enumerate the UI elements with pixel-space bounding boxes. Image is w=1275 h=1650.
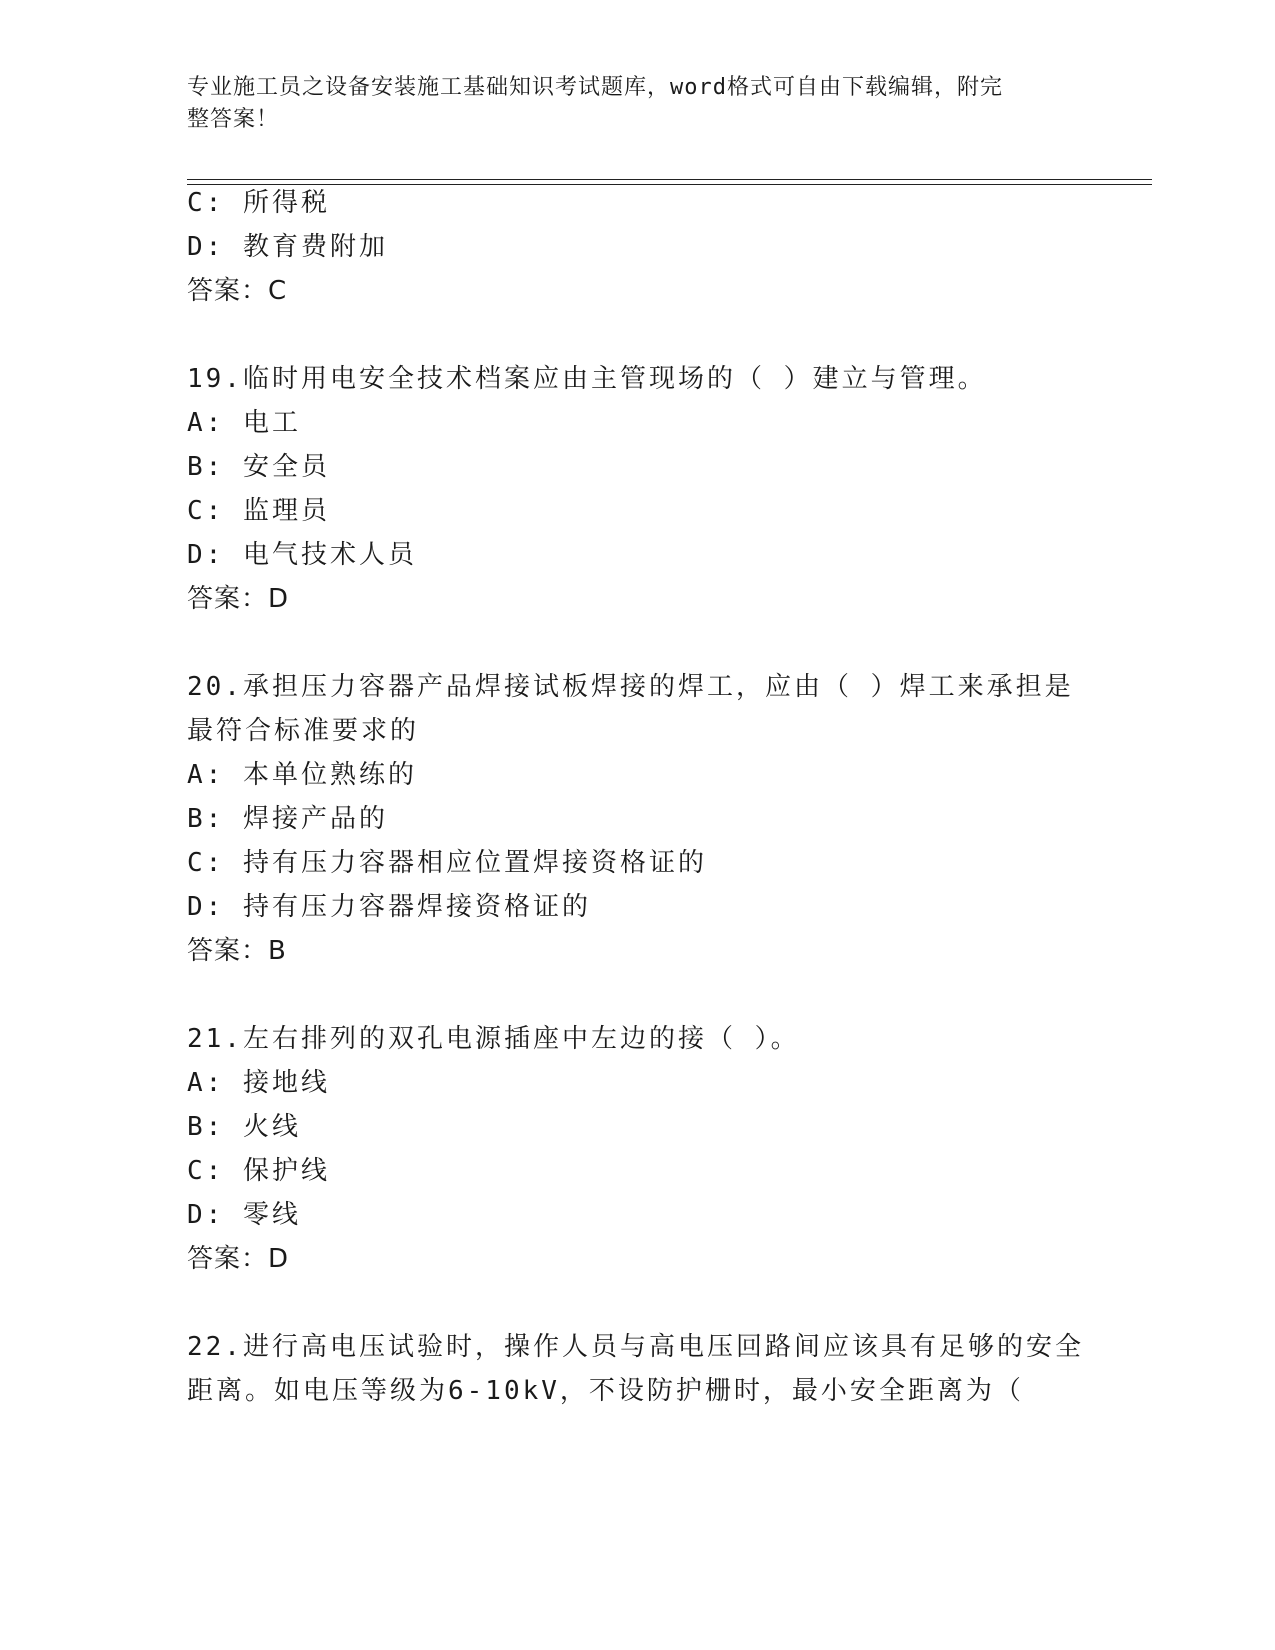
option-c: C: 所得税: [187, 188, 330, 218]
question-20-option-c: C: 持有压力容器相应位置焊接资格证的: [187, 848, 707, 878]
question-19-option-c: C: 监理员: [187, 496, 330, 526]
question-20-option-a: A: 本单位熟练的: [187, 760, 417, 790]
header-line-1: 专业施工员之设备安装施工基础知识考试题库，word格式可自由下载编辑，附完: [187, 75, 1003, 100]
question-19-option-d: D: 电气技术人员: [187, 540, 417, 570]
question-20-stem-line-1: 20.承担压力容器产品焊接试板焊接的焊工，应由（ ）焊工来承担是: [187, 672, 1074, 702]
question-21-option-c: C: 保护线: [187, 1156, 330, 1186]
question-19-option-b: B: 安全员: [187, 452, 330, 482]
document-header: [187, 72, 1077, 136]
question-21-answer: 答案：D: [187, 1244, 290, 1274]
question-22-stem-line-2: 距离。如电压等级为6-10kV，不设防护栅时，最小安全距离为（: [187, 1376, 1024, 1406]
question-20-stem-line-2: 最符合标准要求的: [187, 716, 420, 746]
question-21-option-a: A: 接地线: [187, 1068, 330, 1098]
answer-line: 答案：C: [187, 276, 288, 306]
header-divider-bottom: [187, 184, 1152, 185]
question-21-option-d: D: 零线: [187, 1200, 301, 1230]
question-21-option-b: B: 火线: [187, 1112, 301, 1142]
header-line-2: 整答案！: [187, 107, 280, 132]
question-21-stem: 21.左右排列的双孔电源插座中左边的接（ ）。: [187, 1024, 800, 1054]
question-20-option-b: B: 焊接产品的: [187, 804, 388, 834]
question-19-answer: 答案：D: [187, 584, 290, 614]
question-19-stem: 19.临时用电安全技术档案应由主管现场的（ ）建立与管理。: [187, 364, 987, 394]
option-d: D: 教育费附加: [187, 232, 388, 262]
question-19-option-a: A: 电工: [187, 408, 301, 438]
question-20-option-d: D: 持有压力容器焊接资格证的: [187, 892, 591, 922]
question-20-answer: 答案：B: [187, 936, 287, 966]
question-22-stem-line-1: 22.进行高电压试验时，操作人员与高电压回路间应该具有足够的安全: [187, 1332, 1084, 1362]
header-divider-top: [187, 179, 1152, 180]
